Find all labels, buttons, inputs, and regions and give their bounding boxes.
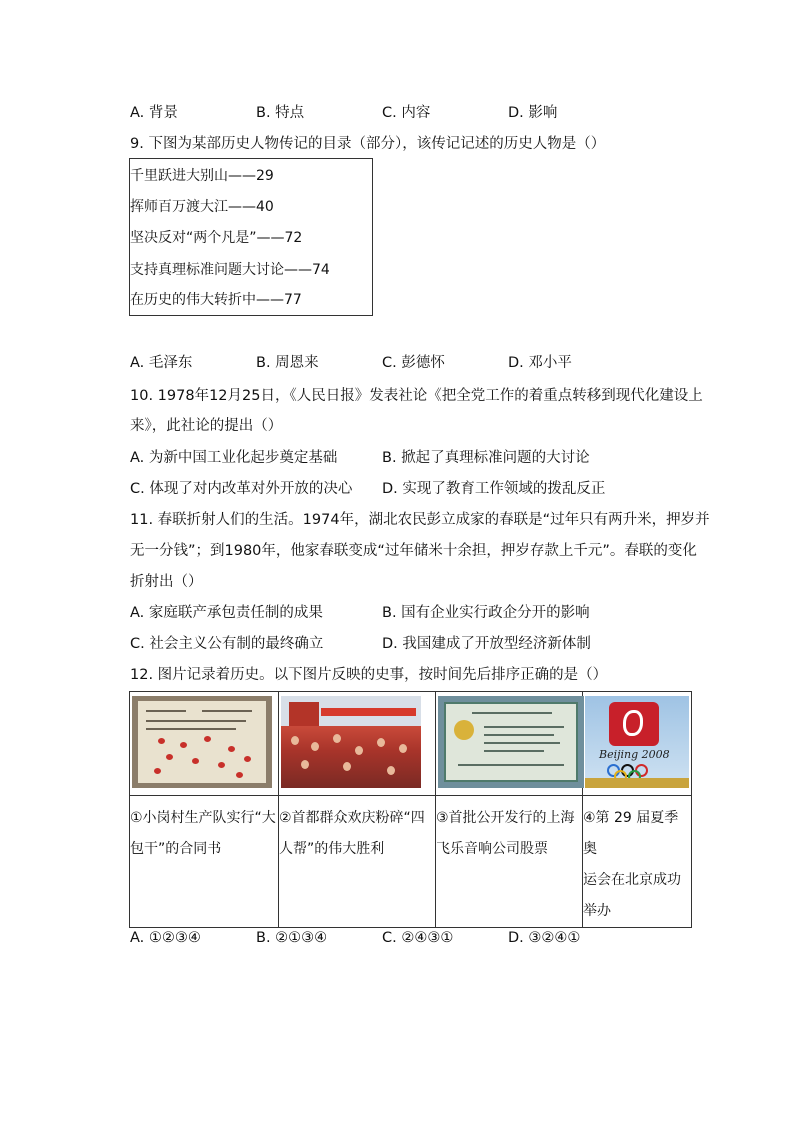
q11-option-d: D. 我国建成了开放型经济新体制 — [382, 636, 591, 652]
biography-toc-box — [129, 158, 373, 316]
q11-stem-line2: 无一分钱”；到1980年，他家春联变成“过年储米十余担，押岁存款上千元”。春联的变化 — [130, 543, 697, 559]
q12-stem: 12. 图片记录着历史。以下图片反映的史事，按时间先后排序正确的是（） — [130, 667, 608, 683]
q11-option-b: B. 国有企业实行政企分开的影响 — [382, 605, 590, 621]
q12-option-a: A. ①②③④ — [130, 930, 201, 946]
q8-option-d: D. 影响 — [508, 105, 558, 121]
q10-option-d: D. 实现了教育工作领域的拨乱反正 — [382, 481, 606, 497]
picture-cell — [583, 692, 692, 796]
picture-cell — [279, 692, 436, 796]
q9-option-a: A. 毛泽东 — [130, 355, 193, 371]
emblem-text: Beijing 2008 — [599, 748, 670, 761]
beijing-olympics-emblem-photo-icon — [585, 696, 689, 788]
q11-option-a: A. 家庭联产承包责任制的成果 — [130, 605, 323, 621]
q12-option-c: C. ②④③① — [382, 930, 454, 946]
q8-option-c: C. 内容 — [382, 105, 431, 121]
q9-option-c: C. 彭德怀 — [382, 355, 445, 371]
q10-option-c: C. 体现了对内改革对外开放的决心 — [130, 481, 353, 497]
q10-option-a: A. 为新中国工业化起步奠定基础 — [130, 450, 338, 466]
q8-option-b: B. 特点 — [256, 105, 305, 121]
q8-option-a: A. 背景 — [130, 105, 178, 121]
toc-item: 坚决反对“两个凡是”——72 — [130, 230, 303, 246]
q11-stem-line3: 折射出（） — [130, 574, 203, 590]
q12-picture-table — [129, 691, 692, 928]
q11-stem-line1: 11. 春联折射人们的生活。1974年，湖北农民彭立成家的春联是“过年只有两升米，押岁并 — [130, 512, 710, 528]
q10-stem-line2: 来》，此社论的提出（） — [130, 418, 283, 434]
q12-option-d: D. ③②④① — [508, 930, 581, 946]
picture-caption: ②首都群众欢庆粉碎“四 人帮”的伟大胜利 — [279, 796, 436, 928]
q9-option-b: B. 周恩来 — [256, 355, 319, 371]
picture-caption: ③首批公开发行的上海 飞乐音响公司股票 — [436, 796, 583, 928]
stock-certificate-photo-icon — [438, 696, 584, 788]
picture-caption: ①小岗村生产队实行“大 包干”的合同书 — [130, 796, 279, 928]
q12-option-b: B. ②①③④ — [256, 930, 328, 946]
toc-item: 支持真理标准问题大讨论——74 — [130, 262, 330, 278]
picture-cell — [130, 692, 279, 796]
toc-item: 挥师百万渡大江——40 — [130, 199, 274, 215]
q9-stem: 9. 下图为某部历史人物传记的目录（部分），该传记记述的历史人物是（） — [130, 136, 606, 152]
toc-item: 在历史的伟大转折中——77 — [130, 292, 302, 308]
q10-stem-line1: 10. 1978年12月25日，《人民日报》发表社论《把全党工作的着重点转移到现代化建设上 — [130, 388, 703, 404]
picture-cell — [436, 692, 583, 796]
q11-option-c: C. 社会主义公有制的最终确立 — [130, 636, 324, 652]
contract-photo-icon — [132, 696, 272, 788]
toc-item: 千里跃进大别山——29 — [130, 168, 274, 184]
picture-caption: ④第 29 届夏季奥 运会在北京成功 举办 — [583, 796, 692, 928]
q9-option-d: D. 邓小平 — [508, 355, 572, 371]
q10-option-b: B. 掀起了真理标准问题的大讨论 — [382, 450, 590, 466]
crowd-celebration-photo-icon — [281, 696, 421, 788]
